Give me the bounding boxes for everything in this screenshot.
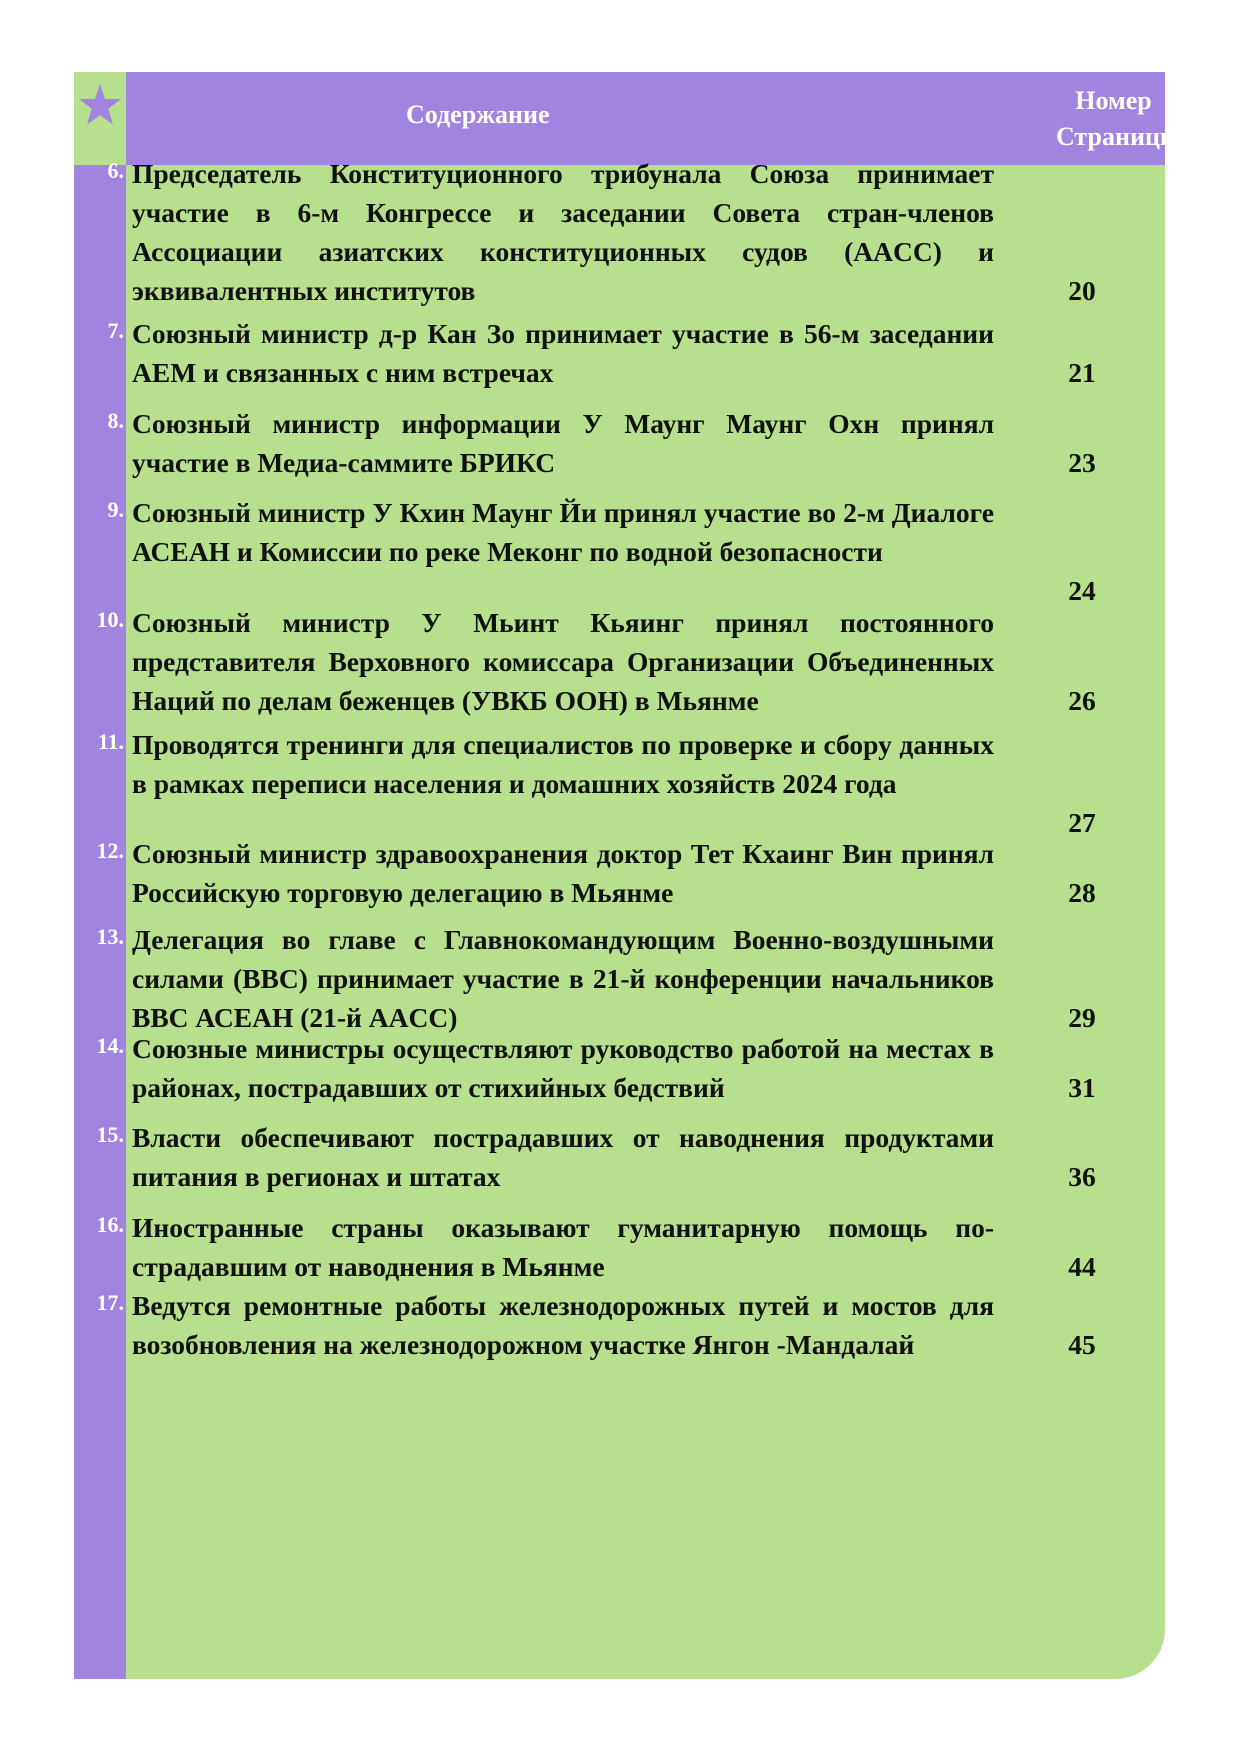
entry-title: Ведутся ремонтные работы железнодорожных путей и мостов для возобновления на железнодорожном участке Янгон -Мандалай [132,1290,994,1360]
contents-entry[interactable] [74,1118,1165,1196]
entry-title: Союзный министр здравоохранения доктор Тет Кхаинг Вин принял Российскую торговую делегацию в Мьянме [132,838,994,908]
page-col-line2: Страницы [1056,122,1181,151]
contents-entry[interactable] [74,154,1165,310]
entry-page-number: 29 [1068,1002,1096,1033]
contents-entry[interactable] [74,314,1165,392]
entry-page-number: 24 [1068,575,1096,606]
entry-page-number: 26 [1068,685,1096,716]
entry-title: Делегация во главе с Главнокомандующим Военно-воздушными силами (ВВС) принимает участие в 21-й конференции начальников ВВС АСЕАН (21-й AACC) [132,924,994,1033]
contents-entry[interactable] [74,1029,1165,1107]
entry-title: Проводятся тренинги для специалистов по проверке и сбору данных в рамках переписи населения и домашних хозяйств 2024 года [132,729,994,799]
star-icon [77,82,123,128]
entry-number: 6. [107,158,124,183]
entry-page-number: 20 [1068,275,1096,306]
entry-page-number: 36 [1068,1161,1096,1192]
contents-entry[interactable] [74,834,1165,912]
contents-entry[interactable] [74,603,1165,720]
entry-title: Союзные министры осуществляют руководство работой на местах в районах, пострадавших от стихийных бедствий [132,1033,994,1103]
entry-number: 7. [107,318,124,343]
entry-page-number: 44 [1068,1251,1096,1282]
contents-entry[interactable] [74,493,1165,610]
entry-number: 8. [107,408,124,433]
contents-entry[interactable] [74,725,1165,842]
entry-number: 14. [96,1033,124,1058]
corner-block [74,72,126,165]
contents-title: Содержание [406,100,550,129]
entry-title: Союзный министр У Мьинт Кьяинг принял постоянного представителя Верховного комиссара Организации Объединенных Наций по делам беженцев (УВКБ ООН) в Мьянме [132,607,994,716]
entry-number: 12. [96,838,124,863]
entry-page-number: 23 [1068,447,1096,478]
contents-entry[interactable] [74,1208,1165,1286]
entry-number: 9. [107,497,124,522]
entry-title: Союзный министр информации У Маунг Маунг Охн принял участие в Медиа-саммите БРИКС [132,408,994,478]
entry-number: 10. [96,607,124,632]
page-col-line1: Номер [1075,86,1152,115]
entry-page-number: 31 [1068,1072,1096,1103]
entry-page-number: 21 [1068,357,1096,388]
contents-entry[interactable] [74,920,1165,1037]
contents-panel [74,72,1181,1679]
page-number-column-header [1056,83,1181,155]
entry-number: 15. [96,1122,124,1147]
entry-number: 11. [97,729,124,754]
entry-page-number: 28 [1068,877,1096,908]
entry-page-number: 45 [1068,1329,1096,1360]
entry-page-number: 27 [1068,807,1096,838]
contents-header [126,72,1181,165]
contents-entry[interactable] [74,404,1165,482]
entry-title: Председатель Конституционного трибунала Союза принимает участие в 6-м Конгрессе и заседании Совета стран-членов Ассоциации азиатских конституционных судов (AACC) и эквивалентных институтов [132,158,994,306]
entry-title: Иностранные страны оказывают гуманитарную помощь пострадавшим от наводнения в Мьянме [132,1212,994,1282]
entry-number: 17. [96,1290,124,1315]
entry-title: Союзный министр д-р Кан Зо принимает участие в 56-м заседании АЕМ и связанных с ним встречах [132,318,994,388]
entry-number: 13. [96,924,124,949]
contents-entry[interactable] [74,1286,1165,1403]
entry-title: Союзный министр У Кхин Маунг Йи принял участие во 2-м Диалоге АСЕАН и Комиссии по реке Меконг по водной безопасности [132,497,994,567]
entry-title: Власти обеспечивают пострадавших от наводнения продуктами питания в регионах и штатах [132,1122,994,1192]
entry-number: 16. [96,1212,124,1237]
